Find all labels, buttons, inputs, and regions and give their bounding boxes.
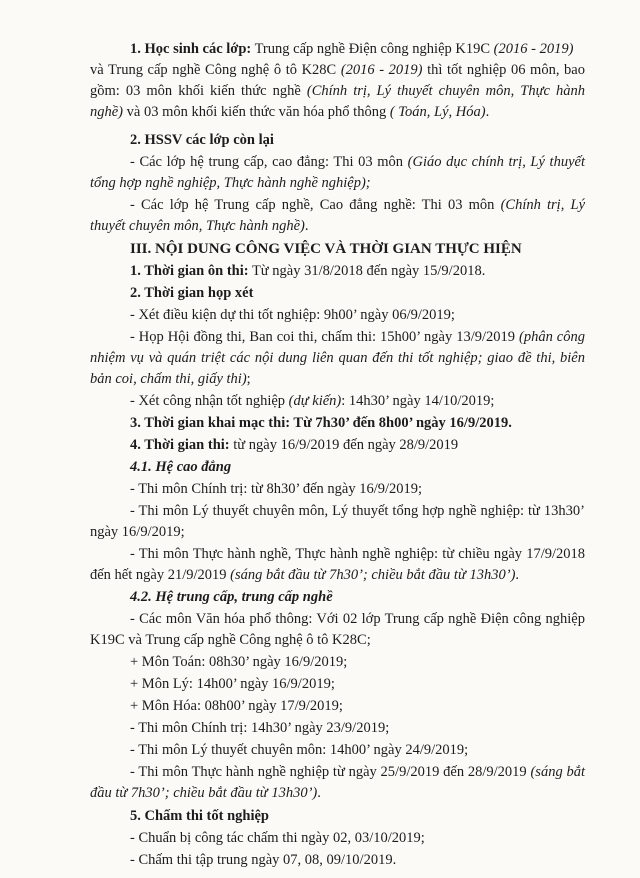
- p2-b-italic-2: nhiệm vụ và quán triệt các nội dung liên quan đến thi tốt nghiệp; giao đề thi, biên: [90, 350, 585, 366]
- d1-line-2: K19C và Trung cấp nghề Công nghệ ô tô K28C;: [90, 632, 371, 648]
- d1-line-1: - Các môn Văn hóa phổ thông: Với 02 lớp Trung cấp nghề Điện công nghiệp: [130, 611, 585, 627]
- s1-heading: 1. Học sinh các lớp:: [130, 41, 252, 57]
- p1-heading: 1. Thời gian ôn thi:: [130, 263, 249, 279]
- s1-l3-italic: (Chính trị, Lý thuyết chuyên môn, Thực hành: [306, 83, 585, 99]
- d5: - Thi môn Chính trị: 14h30’ ngày 23/9/2019;: [130, 720, 390, 736]
- d4: + Môn Hóa: 08h00’ ngày 17/9/2019;: [130, 698, 343, 714]
- s2-b-text: - Các lớp hệ Trung cấp nghề, Cao đẳng nghề: Thi 03 môn: [130, 197, 501, 213]
- p2-b-line-3: [90, 370, 585, 388]
- c3-end: .: [515, 567, 520, 583]
- s1-l4-subjects: ( Toán, Lý, Hóa): [389, 104, 486, 120]
- s2-b-line-2: [90, 217, 585, 235]
- p2-heading: 2. Thời gian họp xét: [130, 285, 254, 301]
- s1-l4-italic: nghề): [90, 104, 124, 120]
- e2: [130, 851, 585, 869]
- p2-c-italic: (dự kiến): [288, 393, 342, 409]
- p2-c-text: - Xét công nhận tốt nghiệp: [130, 393, 289, 409]
- p42-heading: 4.2. Hệ trung cấp, trung cấp nghề: [130, 589, 333, 605]
- p2-b-italic: (phân công: [519, 329, 585, 345]
- p1-line: [130, 262, 585, 280]
- d2: + Môn Toán: 08h30’ ngày 16/9/2019;: [130, 654, 348, 670]
- s1-l2-text: và Trung cấp nghề Công nghệ ô tô K28C: [90, 62, 341, 78]
- d7-italic: (sáng bắt: [530, 764, 585, 780]
- p2-b-italic-3: bản coi, chấm thi, giấy thi): [90, 371, 247, 387]
- p2-b-text: - Họp Hội đồng thi, Ban coi thi, chấm thi: 15h00’ ngày 13/9/2019: [130, 329, 519, 345]
- p2-c: [130, 392, 585, 410]
- e2-text: - Chấm thi tập trung ngày 07, 08, 09/10/2019.: [130, 852, 397, 868]
- s1-l2-years: (2016 - 2019): [340, 62, 423, 78]
- s1-l2-tail: thì tốt nghiệp 06 môn, bao: [422, 62, 585, 78]
- p4-text: từ ngày 16/9/2019 đến ngày 28/9/2019: [229, 437, 459, 453]
- d7-line-1: [130, 763, 585, 781]
- c2-line-2: ngày 16/9/2019;: [90, 524, 185, 540]
- s2-a-italic-2: tổng hợp nghề nghiệp, Thực hành nghề nghiệp);: [90, 175, 371, 191]
- p4-heading: 4. Thời gian thi:: [130, 437, 230, 453]
- s1-line-1: [130, 40, 585, 58]
- section-iii-title: III. NỘI DUNG CÔNG VIỆC VÀ THỜI GIAN THỰC HIỆN: [130, 241, 522, 257]
- s1-line-4: [90, 103, 585, 121]
- c3-line-2: [90, 566, 585, 584]
- c3-line-1: - Thi môn Thực hành nghề, Thực hành nghề nghiệp: từ chiều ngày 17/9/2018: [130, 546, 585, 562]
- p1-text: Từ ngày 31/8/2018 đến ngày 15/9/2018.: [248, 263, 486, 279]
- c2-line-1: - Thi môn Lý thuyết chuyên môn, Lý thuyết tổng hợp nghề nghiệp: từ 13h30’: [130, 503, 585, 519]
- p3-line: [130, 414, 585, 432]
- s2-a-text: - Các lớp hệ trung cấp, cao đẳng: Thi 03 môn: [130, 154, 408, 170]
- s1-l4-text: và 03 môn khối kiến thức văn hóa phổ thông: [123, 104, 390, 120]
- c1: - Thi môn Chính trị: từ 8h30’ đến ngày 16/9/2019;: [130, 481, 423, 497]
- s2-b-italic: (Chính trị, Lý: [500, 197, 585, 213]
- s1-l4-end: .: [485, 104, 490, 120]
- d7-italic-2: đầu từ 7h30’; chiều bắt đầu từ 13h30’): [90, 785, 318, 801]
- p5-heading: [130, 807, 585, 825]
- d3: + Môn Lý: 14h00’ ngày 16/9/2019;: [130, 676, 335, 692]
- s1-text: Trung cấp nghề Điện công nghiệp K19C: [251, 41, 494, 57]
- p41-heading: 4.1. Hệ cao đẳng: [130, 459, 232, 475]
- c3-text: đến hết ngày 21/9/2019: [90, 567, 231, 583]
- d7-line-2: [90, 784, 585, 802]
- s1-l3-text: gồm: 03 môn khối kiến thức nghề: [90, 83, 307, 99]
- p2-c-tail: : 14h30’ ngày 14/10/2019;: [341, 393, 495, 409]
- p3-heading: 3. Thời gian khai mạc thi:: [130, 415, 291, 431]
- p5-heading-text: 5. Chấm thi tốt nghiệp: [130, 808, 269, 824]
- d7-end: .: [317, 785, 321, 801]
- p2-b-end: ;: [246, 371, 251, 387]
- s2-a-line-2: [90, 174, 585, 192]
- p4-line: [130, 436, 585, 454]
- d7-text: - Thi môn Thực hành nghề nghiệp từ ngày 25/9/2019 đến 28/9/2019: [130, 764, 531, 780]
- s2-b-italic-2: thuyết chuyên môn, Thực hành nghề): [90, 218, 305, 234]
- p2-b-line-1: [130, 328, 585, 346]
- p2-a: - Xét điều kiện dự thi tốt nghiệp: 9h00’ ngày 06/9/2019;: [130, 307, 455, 323]
- s1-line-2: [90, 61, 585, 79]
- d6: - Thi môn Lý thuyết chuyên môn: 14h00’ ngày 24/9/2019;: [130, 742, 469, 758]
- p2-b-line-2: [90, 349, 585, 367]
- s1-years: (2016 - 2019): [493, 41, 574, 57]
- c3-italic: (sáng bắt đầu từ 7h30’; chiều bắt đầu từ 13h30’): [230, 567, 516, 583]
- s2-b-line-1: [130, 196, 585, 214]
- s2-a-line-1: [130, 153, 585, 171]
- e1: [130, 829, 585, 847]
- s2-heading: 2. HSSV các lớp còn lại: [130, 132, 274, 148]
- s2-a-italic: (Giáo dục chính trị, Lý thuyết: [407, 154, 585, 170]
- s1-line-3: [90, 82, 585, 100]
- p3-text: Từ 7h30’ đến 8h00’ ngày 16/9/2019.: [290, 415, 512, 431]
- e1-text: - Chuẩn bị công tác chấm thi ngày 02, 03/10/2019;: [130, 830, 425, 846]
- s2-b-end: .: [304, 218, 309, 234]
